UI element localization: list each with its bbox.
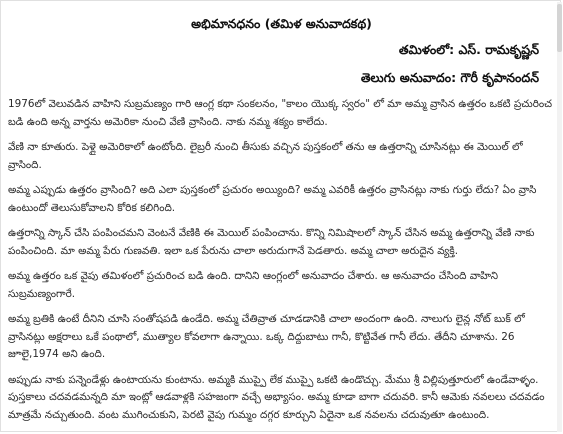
translator-credit: తెలుగు అనువాదం: గౌరీ కృపానందన్ <box>360 70 539 85</box>
author-credit: తమిళంలో: ఎస్. రామకృష్ణన్ <box>398 42 539 57</box>
scrollbar-track[interactable] <box>557 2 562 432</box>
paragraph-7: అప్పుడు నాకు పన్నెండేళ్లు ఉంటాయను కుంటాను. అమ్మకి ముప్పై లేక ముప్పై ఒకటి ఉండొచ్చు. మేము శ్రీ విల్లిపుత్తూరులో ఉండేవాళ్ళం. పుస్తకాలు చదవడమన్నది మా ఇంట్లో ఆడవాళ్లకి సహజంగా వచ్చే అభ్యాసం. అమ్మ కూడా బాగా చదువరి. కానీ ఆమెకు నవలలు చదవడం మాత్రమే నచ్చుతుంది. వంట ముగించుకుని, పెరటి వైపు గుమ్మం దగ్గర కూర్చుని ఏదైనా ఒక నవలను చదువుతూ ఉంటుంది. <box>8 373 545 421</box>
story-body <box>8 96 553 432</box>
paragraph-5: అమ్మ ఉత్తరం ఒక వైపు తమిళంలో ప్రచురించ బడి ఉంది. దానిని ఆంగ్లంలో అనువాదం చేశారు. ఆ అనువాదం చేసింది వాహిని సుబ్రమణ్యంగారే. <box>8 270 499 300</box>
story-title: అభిమానధనం (తమిళ అనువాదకథ) <box>191 16 372 31</box>
paragraph-2: వేణి నా కూతురు. పెళ్లై అమెరికాలో ఉంటోంది. లైబ్రరీ నుంచి తీసుకు వచ్చిన పుస్తకంలో తను ఆ ఉత్తరాన్ని చూసినట్లు ఈ మెయిల్ లో వ్రాసింది. <box>8 141 523 171</box>
paragraph-4: ఉత్తరాన్ని స్కాన్ చేసి పంపించమని వెంటనే వేణికి ఈ మెయిల్ పంపించాను. కొన్ని నిమిషాలలో స్కాన్ చేసిన అమ్మ ఉత్తరాన్ని వేణి నాకు పంపించింది. మా అమ్మ పేరు గుణవతి. ఇలా ఒక పేరును చాలా అరుదుగానే పెడతారు. అమ్మ చాలా అరుదైన వ్యక్తి. <box>8 227 535 257</box>
paragraph-3: అమ్మ ఎప్పుడు ఉత్తరం వ్రాసింది? అది ఎలా పుస్తకంలో ప్రచురం అయ్యింది? అమ్మ ఎవరికీ ఉత్తరం వ్రాసినట్లు నాకు గుర్తు లేదు? ఏం వ్రాసి ఉంటుందో తెలుసుకోవాలని కోరిక కలిగింది. <box>8 184 537 214</box>
paragraph-1: 1976లో వెలువడిన వాహిని సుబ్రమణ్యం గారి ఆంగ్ల కథా సంకలనం, "కాలం యొక్క స్వరం" లో మా అమ్మ వ్రాసిన ఉత్తరం ఒకటి ప్రచురించ బడి ఉంది అన్న వార్తను అమెరికా నుంచి వేణి వ్రాసింది. నాకు నమ్మ శక్యం కాలేదు. <box>8 98 553 128</box>
paragraph-6: అమ్మ బ్రతికి ఉంటే దీనిని చూసి సంతోషపడి ఉండేది. అమ్మ చేతివ్రాత చూడడానికి చాలా అందంగా ఉంది. నాలుగు లైన్ల నోట్ బుక్ లో వ్రాసినట్లు అక్షరాలు ఒకే పంథాలో, ముత్యాల కోవలాగా ఉన్నాయి. ఒక్క దిద్దుబాటు గానీ, కొట్టివేత గానీ లేదు. తేదీని చూశాను. 26 జూలై,1974 అని ఉంది. <box>8 313 525 360</box>
